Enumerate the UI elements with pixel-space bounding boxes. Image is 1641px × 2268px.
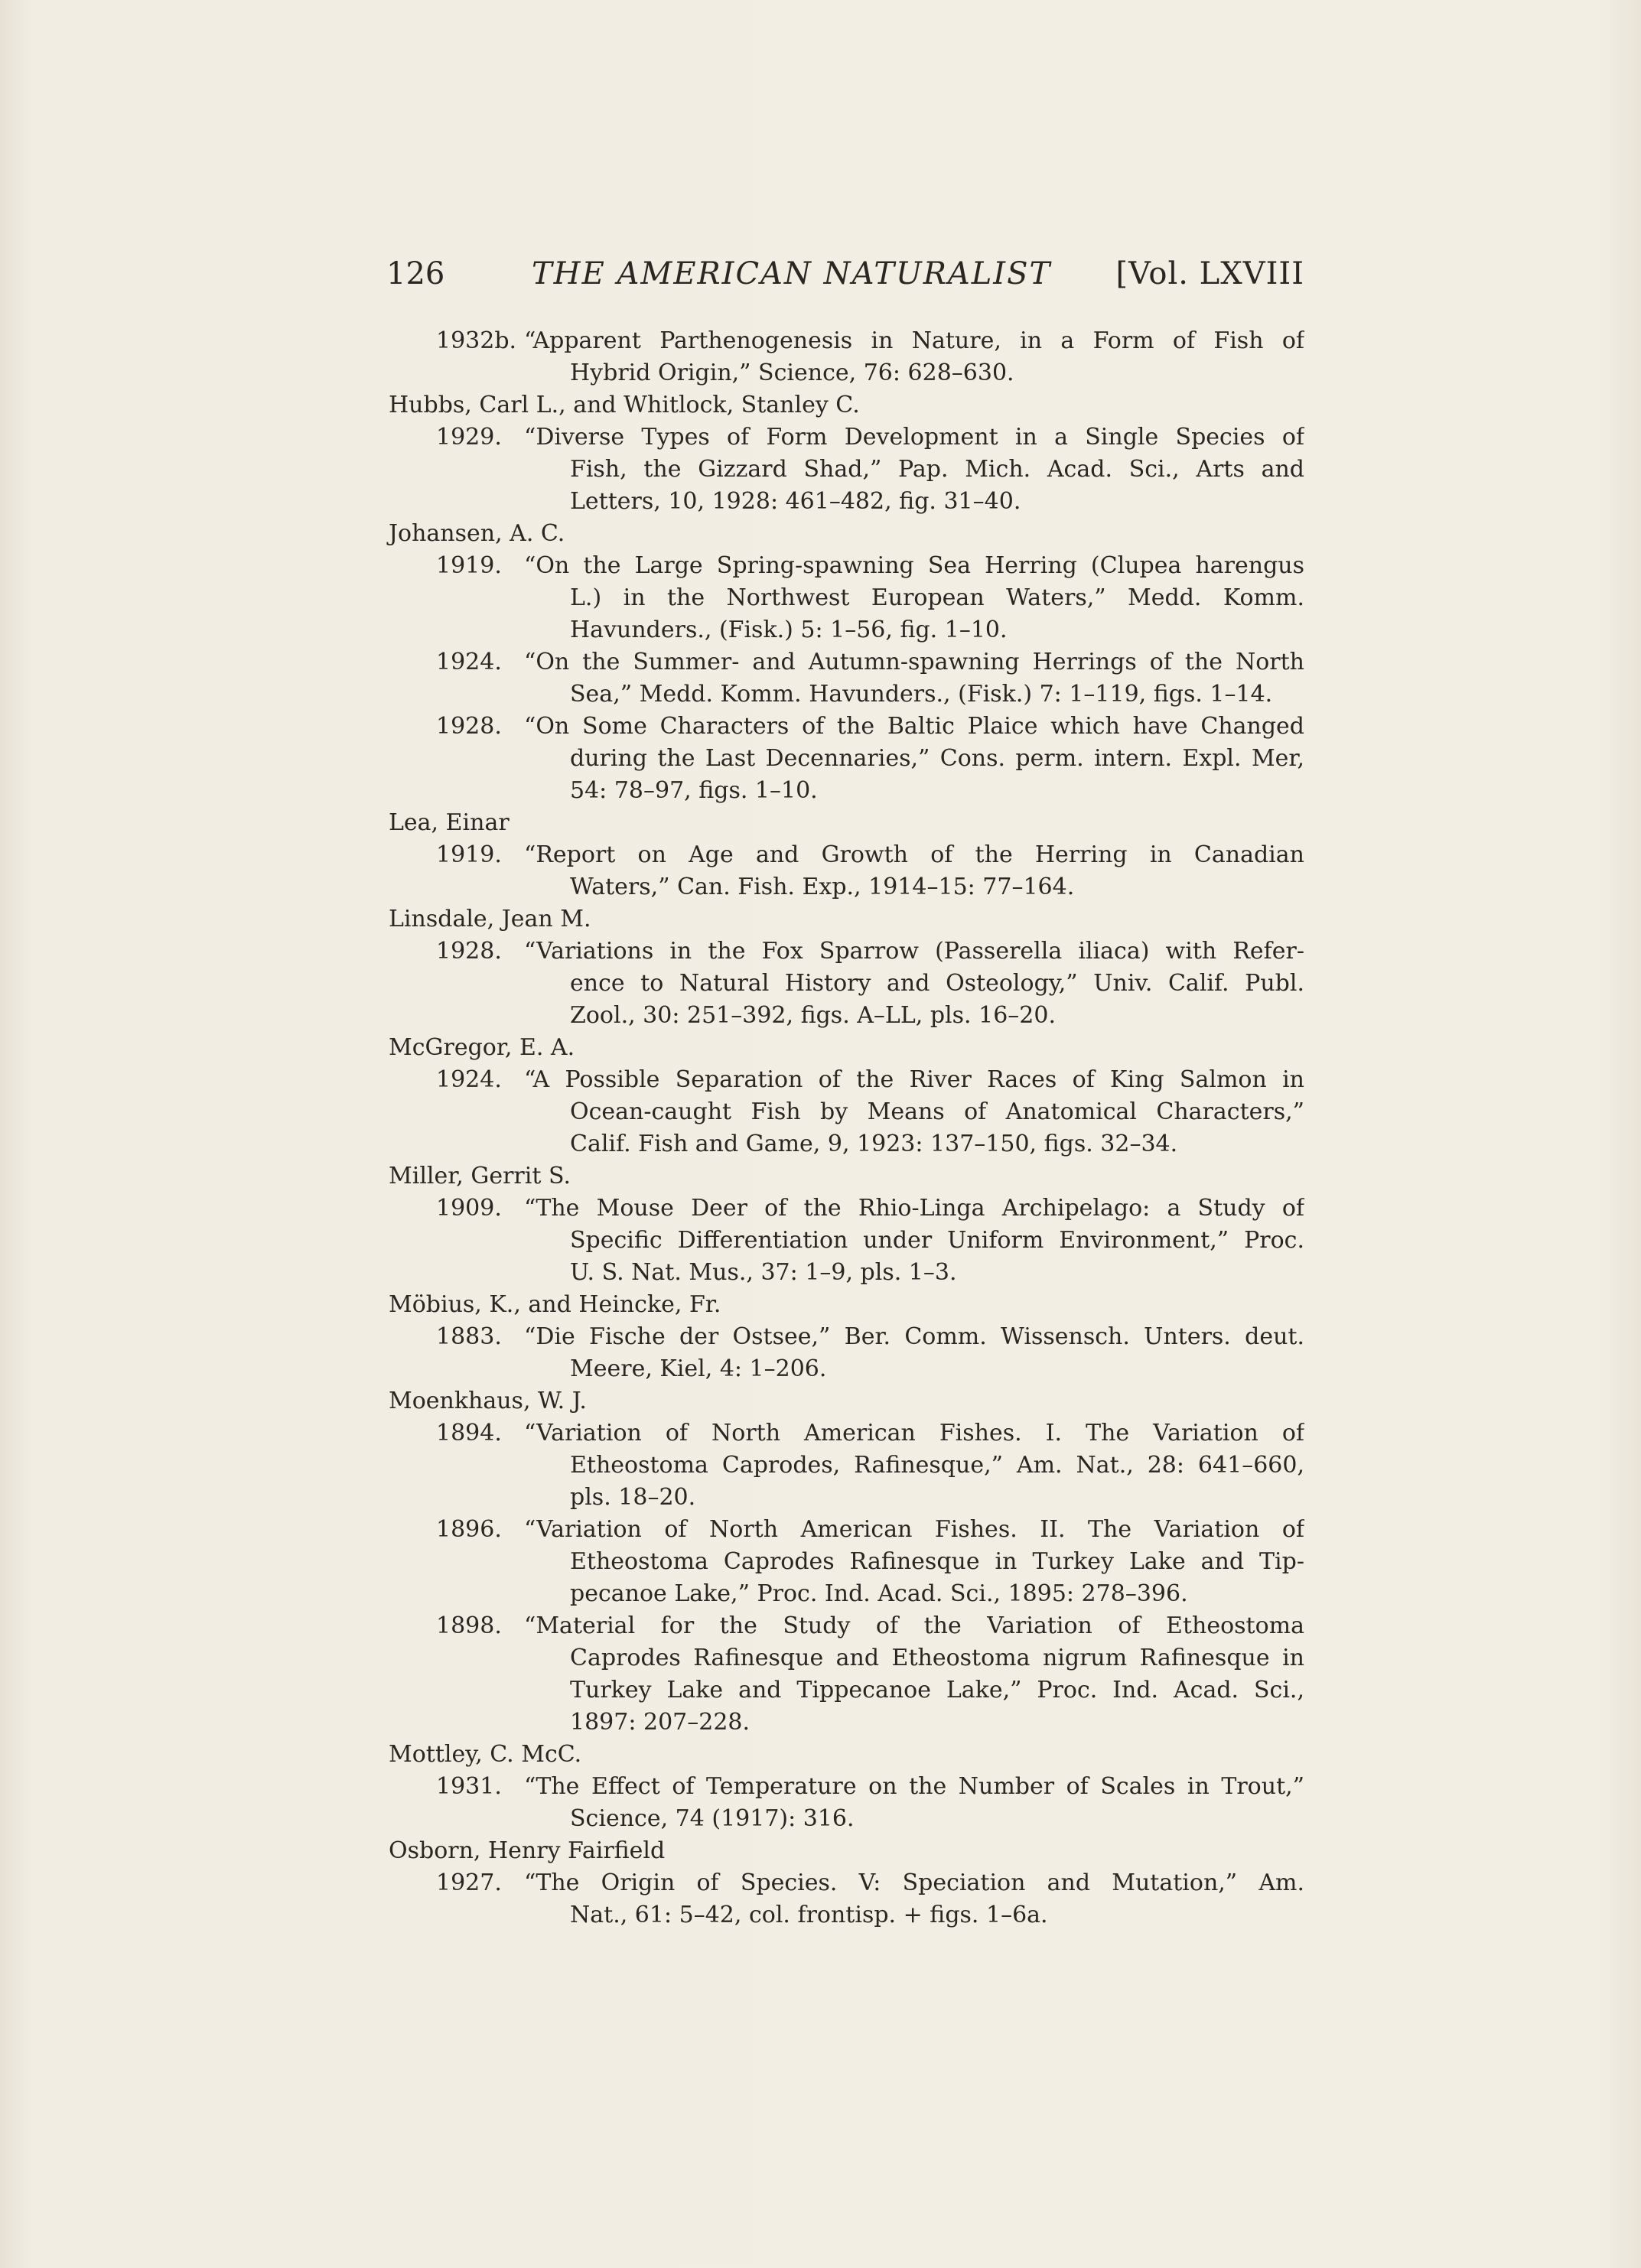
journal-title: THE AMERICAN NATURALIST bbox=[532, 256, 1052, 291]
reference-text-line: during the Last Decennaries,” Cons. perm. intern. Expl. Mer, bbox=[570, 745, 1304, 772]
reference-year: 1932b. bbox=[436, 327, 517, 354]
reference-year: 1896. bbox=[436, 1516, 502, 1543]
reference-author: Hubbs, Carl L., and Whitlock, Stanley C. bbox=[389, 392, 860, 418]
running-header bbox=[386, 256, 1304, 302]
reference-text-line: U. S. Nat. Mus., 37: 1–9, pls. 1–3. bbox=[570, 1259, 957, 1286]
reference-text-line: Specific Differentiation under Uniform Environment,” Proc. bbox=[570, 1227, 1304, 1254]
reference-text-line: “The Mouse Deer of the Rhio-Linga Archipelago: a Study of bbox=[524, 1195, 1304, 1222]
reference-entry bbox=[383, 839, 1304, 903]
reference-entry bbox=[383, 421, 1304, 518]
reference-entry bbox=[383, 1771, 1304, 1835]
page-number: 126 bbox=[386, 256, 445, 291]
reference-text-line: Havunders., (Fisk.) 5: 1–56, fig. 1–10. bbox=[570, 617, 1008, 643]
reference-author: McGregor, E. A. bbox=[389, 1034, 575, 1061]
reference-entry bbox=[383, 1417, 1304, 1514]
reference-year: 1924. bbox=[436, 649, 502, 675]
reference-text-line: “Material for the Study of the Variation of Etheostoma bbox=[524, 1612, 1304, 1639]
reference-author: Osborn, Henry Fairfield bbox=[389, 1837, 666, 1864]
reference-year: 1894. bbox=[436, 1420, 502, 1446]
reference-author: Johansen, A. C. bbox=[389, 520, 565, 547]
reference-author: Lea, Einar bbox=[389, 809, 510, 836]
reference-entry bbox=[383, 1321, 1304, 1385]
reference-text-line: Meere, Kiel, 4: 1–206. bbox=[570, 1355, 827, 1382]
reference-text-line: “On Some Characters of the Baltic Plaice which have Changed bbox=[524, 713, 1304, 740]
reference-text-line: 54: 78–97, figs. 1–10. bbox=[570, 777, 818, 804]
reference-text-line: Turkey Lake and Tippecanoe Lake,” Proc. Ind. Acad. Sci., bbox=[570, 1677, 1304, 1703]
reference-author: Mottley, C. McC. bbox=[389, 1741, 582, 1768]
reference-year: 1909. bbox=[436, 1195, 502, 1222]
reference-entry bbox=[383, 1064, 1304, 1160]
reference-text-line: pls. 18–20. bbox=[570, 1484, 696, 1511]
reference-year: 1898. bbox=[436, 1612, 502, 1639]
reference-text-line: 1897: 207–228. bbox=[570, 1709, 750, 1736]
reference-year: 1927. bbox=[436, 1869, 502, 1896]
volume-label: [Vol. LXVIII bbox=[1115, 256, 1304, 291]
reference-text-line: Science, 74 (1917): 316. bbox=[570, 1805, 855, 1832]
reference-text-line: Etheostoma Caprodes Rafinesque in Turkey Lake and Tip- bbox=[570, 1548, 1304, 1575]
reference-entry bbox=[383, 325, 1304, 389]
reference-year: 1924. bbox=[436, 1066, 502, 1093]
reference-entry bbox=[383, 711, 1304, 807]
reference-text-line: “Diverse Types of Form Development in a Single Species of bbox=[524, 424, 1304, 451]
reference-text-line: “The Origin of Species. V: Speciation and Mutation,” Am. bbox=[524, 1869, 1304, 1896]
reference-text-line: Waters,” Can. Fish. Exp., 1914–15: 77–164. bbox=[570, 874, 1075, 900]
reference-author: Linsdale, Jean M. bbox=[389, 906, 591, 932]
reference-author: Miller, Gerrit S. bbox=[389, 1163, 571, 1189]
reference-entry bbox=[383, 1610, 1304, 1739]
reference-text-line: Caprodes Rafinesque and Etheostoma nigrum Rafinesque in bbox=[570, 1645, 1304, 1671]
reference-year: 1931. bbox=[436, 1773, 502, 1800]
reference-text-line: L.) in the Northwest European Waters,” Medd. Komm. bbox=[570, 584, 1304, 611]
reference-text-line: pecanoe Lake,” Proc. Ind. Acad. Sci., 1895: 278–396. bbox=[570, 1580, 1188, 1607]
reference-year: 1919. bbox=[436, 552, 502, 579]
reference-text-line: “Variations in the Fox Sparrow (Passerella iliaca) with Refer- bbox=[524, 938, 1304, 965]
reference-list bbox=[383, 325, 1304, 1931]
reference-text-line: “Apparent Parthenogenesis in Nature, in a Form of Fish of bbox=[524, 327, 1304, 354]
reference-text-line: Hybrid Origin,” Science, 76: 628–630. bbox=[570, 360, 1014, 386]
reference-entry bbox=[383, 1514, 1304, 1610]
reference-text-line: ence to Natural History and Osteology,” Univ. Calif. Publ. bbox=[570, 970, 1304, 997]
reference-year: 1919. bbox=[436, 841, 502, 868]
reference-entry bbox=[383, 646, 1304, 711]
reference-text-line: “Variation of North American Fishes. II. The Variation of bbox=[524, 1516, 1304, 1543]
reference-text-line: “The Effect of Temperature on the Number of Scales in Trout,” bbox=[524, 1773, 1304, 1800]
reference-year: 1883. bbox=[436, 1323, 502, 1350]
reference-year: 1928. bbox=[436, 713, 502, 740]
reference-text-line: “On the Large Spring-spawning Sea Herring (Clupea harengus bbox=[524, 552, 1304, 579]
reference-text-line: Ocean-caught Fish by Means of Anatomical Characters,” bbox=[570, 1098, 1304, 1125]
reference-text-line: “On the Summer- and Autumn-spawning Herrings of the North bbox=[524, 649, 1304, 675]
reference-text-line: “Variation of North American Fishes. I. The Variation of bbox=[524, 1420, 1304, 1446]
reference-year: 1929. bbox=[436, 424, 502, 451]
reference-entry bbox=[383, 550, 1304, 646]
reference-text-line: “Die Fische der Ostsee,” Ber. Comm. Wissensch. Unters. deut. bbox=[524, 1323, 1304, 1350]
reference-entry bbox=[383, 936, 1304, 1032]
reference-text-line: Nat., 61: 5–42, col. frontisp. + figs. 1–6a. bbox=[570, 1902, 1048, 1928]
reference-author: Moenkhaus, W. J. bbox=[389, 1388, 587, 1414]
reference-text-line: “A Possible Separation of the River Races of King Salmon in bbox=[524, 1066, 1304, 1093]
reference-text-line: “Report on Age and Growth of the Herring in Canadian bbox=[524, 841, 1304, 868]
reference-text-line: Etheostoma Caprodes, Rafinesque,” Am. Nat., 28: 641–660, bbox=[570, 1452, 1304, 1479]
reference-text-line: Fish, the Gizzard Shad,” Pap. Mich. Acad. Sci., Arts and bbox=[570, 456, 1304, 483]
reference-author: Möbius, K., and Heincke, Fr. bbox=[389, 1291, 721, 1318]
reference-text-line: Calif. Fish and Game, 9, 1923: 137–150, figs. 32–34. bbox=[570, 1131, 1178, 1157]
reference-entry bbox=[383, 1867, 1304, 1931]
reference-entry bbox=[383, 1193, 1304, 1289]
reference-year: 1928. bbox=[436, 938, 502, 965]
reference-text-line: Sea,” Medd. Komm. Havunders., (Fisk.) 7: 1–119, figs. 1–14. bbox=[570, 681, 1273, 708]
reference-text-line: Letters, 10, 1928: 461–482, fig. 31–40. bbox=[570, 488, 1021, 515]
reference-text-line: Zool., 30: 251–392, figs. A–LL, pls. 16–20. bbox=[570, 1002, 1056, 1029]
